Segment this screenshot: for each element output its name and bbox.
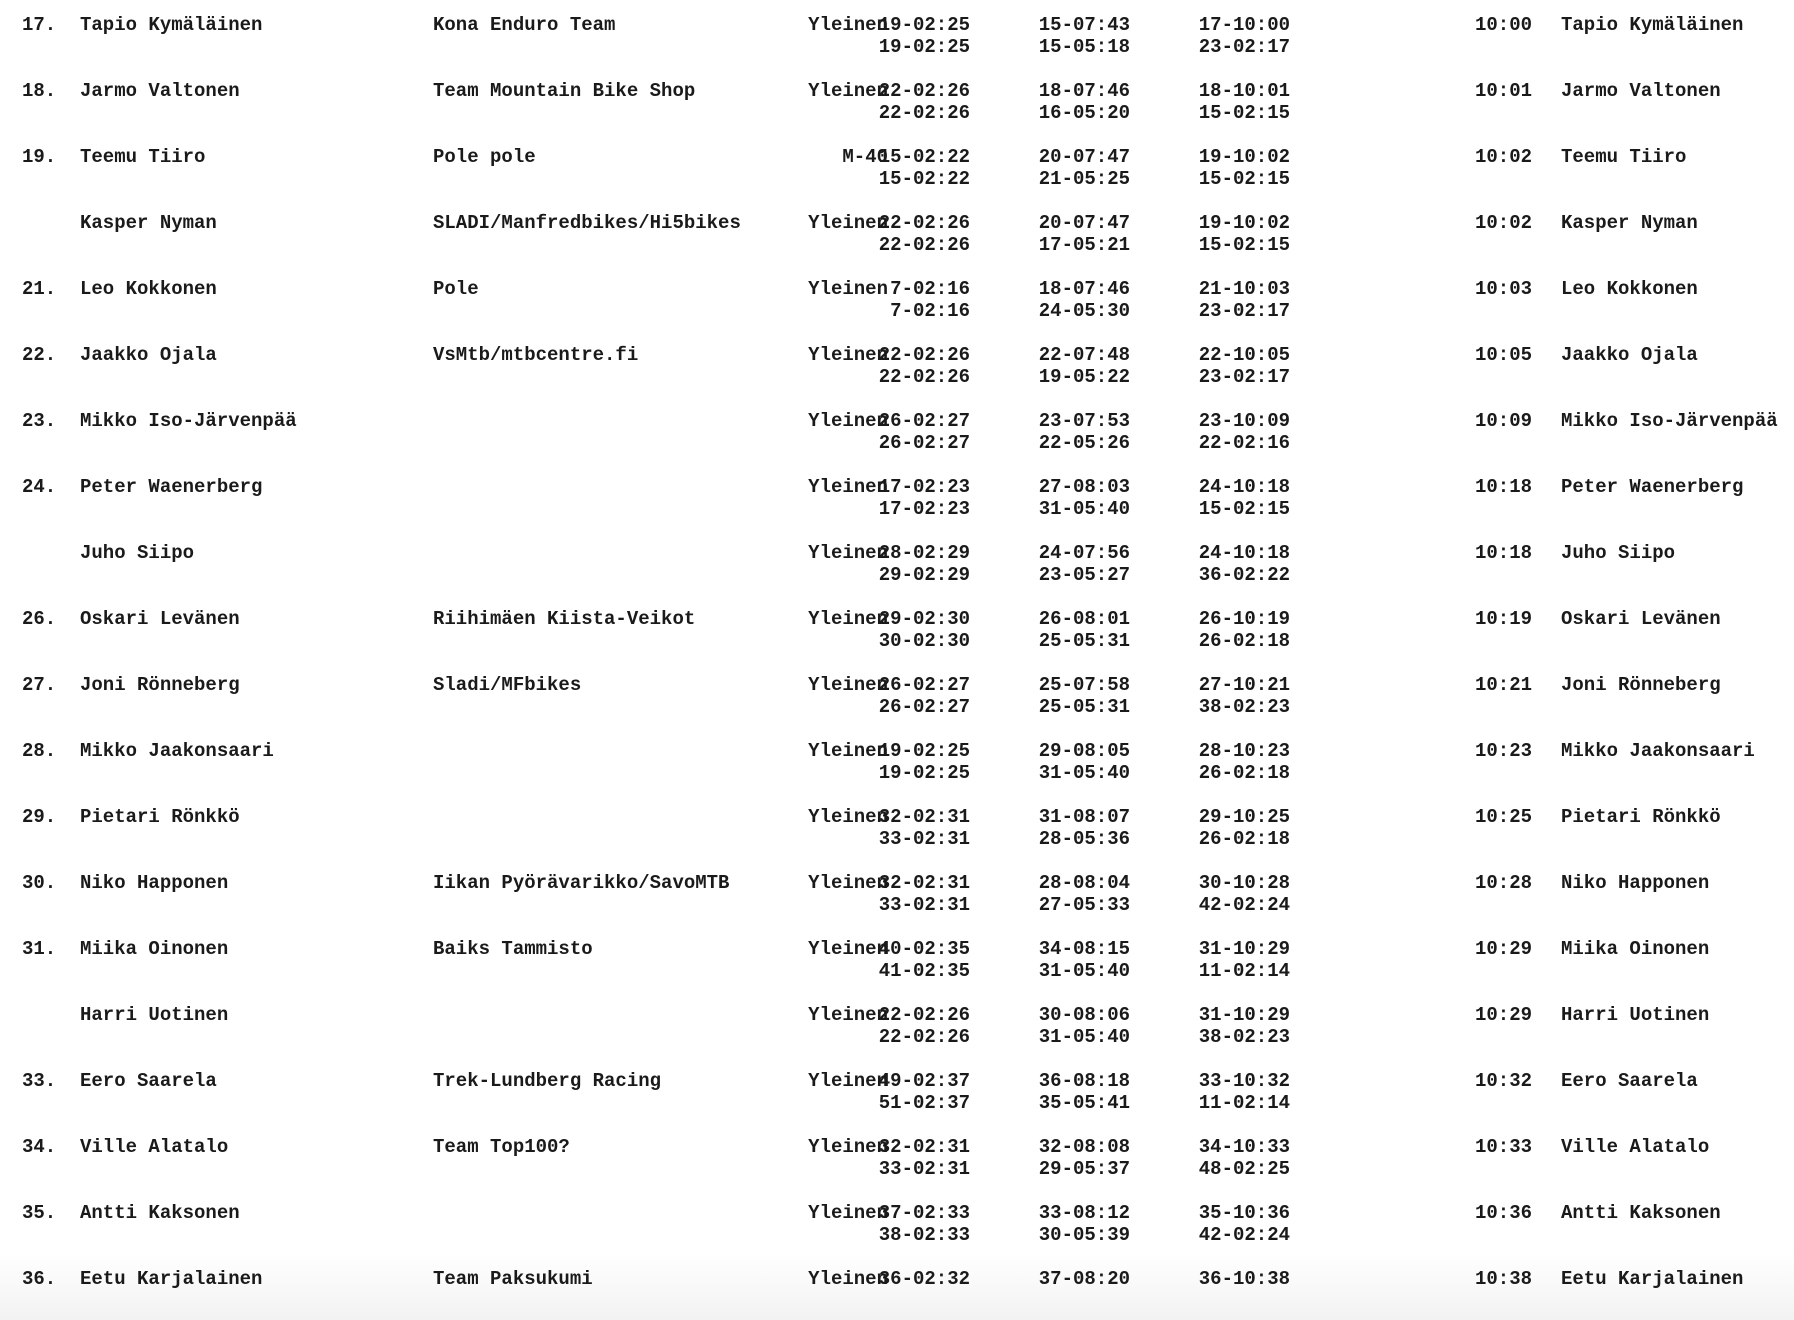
stage1-time-cumulative: 19-02:25: [878, 740, 970, 762]
stage3-time-cumulative: 19-10:02: [1198, 212, 1290, 234]
stage1-time: 17-02:23: [878, 498, 970, 520]
stage1-time-cumulative: 22-02:26: [878, 344, 970, 366]
rider-name: Jarmo Valtonen: [80, 80, 240, 102]
result-row: [0, 198, 1794, 264]
stage3-time: 23-02:17: [1198, 300, 1290, 322]
stage1-time-cumulative: 26-02:27: [878, 674, 970, 696]
position-number: 17.: [22, 14, 57, 36]
position-number: 36.: [22, 1268, 57, 1290]
stage3-time: 11-02:14: [1198, 1092, 1290, 1114]
stage2-time-cumulative: 26-08:01: [1038, 608, 1130, 630]
result-row: [0, 1254, 1794, 1320]
stage2-time: 17-05:21: [1038, 234, 1130, 256]
stage3-time: 15-02:15: [1198, 102, 1290, 124]
team-name: SLADI/Manfredbikes/Hi5bikes: [433, 212, 741, 234]
rider-name: Miika Oinonen: [80, 938, 229, 960]
stage2-time-cumulative: 20-07:47: [1038, 146, 1130, 168]
stage3-time: 42-02:24: [1198, 894, 1290, 916]
rider-name: Eero Saarela: [80, 1070, 217, 1092]
total-time: 10:18: [1474, 476, 1532, 498]
stage3-time-cumulative: 34-10:33: [1198, 1136, 1290, 1158]
rider-name-repeat: Miika Oinonen: [1561, 938, 1710, 960]
position-number: 31.: [22, 938, 57, 960]
stage3-time: 26-02:18: [1198, 828, 1290, 850]
rider-name: Harri Uotinen: [80, 1004, 229, 1026]
stage1-time: 15-02:22: [878, 168, 970, 190]
stage1-time-cumulative: 26-02:27: [878, 410, 970, 432]
stage1-time-cumulative: 37-02:33: [878, 1202, 970, 1224]
stage1-time: 38-02:33: [878, 1224, 970, 1246]
result-row: [0, 858, 1794, 924]
position-number: 34.: [22, 1136, 57, 1158]
class-label: Yleinen: [808, 80, 888, 102]
result-row: [0, 132, 1794, 198]
stage1-time: 33-02:31: [878, 1158, 970, 1180]
stage2-time: 21-05:25: [1038, 168, 1130, 190]
stage2-time: 15-05:18: [1038, 36, 1130, 58]
stage1-time-cumulative: 29-02:30: [878, 608, 970, 630]
stage2-time-cumulative: 18-07:46: [1038, 278, 1130, 300]
total-time: 10:18: [1474, 542, 1532, 564]
stage1-time: 22-02:26: [878, 1026, 970, 1048]
stage2-time: 31-05:40: [1038, 960, 1130, 982]
team-name: VsMtb/mtbcentre.fi: [433, 344, 639, 366]
team-name: Kona Enduro Team: [433, 14, 616, 36]
stage3-time-cumulative: 35-10:36: [1198, 1202, 1290, 1224]
stage1-time-cumulative: 28-02:29: [878, 542, 970, 564]
rider-name-repeat: Jarmo Valtonen: [1561, 80, 1721, 102]
stage1-time-cumulative: 17-02:23: [878, 476, 970, 498]
stage1-time-cumulative: 22-02:26: [878, 212, 970, 234]
stage2-time: 29-05:37: [1038, 1158, 1130, 1180]
stage1-time: 30-02:30: [878, 630, 970, 652]
rider-name-repeat: Juho Siipo: [1561, 542, 1676, 564]
class-label: Yleinen: [808, 1136, 888, 1158]
stage1-time-cumulative: 15-02:22: [878, 146, 970, 168]
stage3-time-cumulative: 33-10:32: [1198, 1070, 1290, 1092]
class-label: Yleinen: [808, 872, 888, 894]
stage1-time: 22-02:26: [878, 234, 970, 256]
stage3-time: 48-02:25: [1198, 1158, 1290, 1180]
stage1-time: 22-02:26: [878, 102, 970, 124]
stage1-time-cumulative: 40-02:35: [878, 938, 970, 960]
stage2-time-cumulative: 20-07:47: [1038, 212, 1130, 234]
stage1-time: 7-02:16: [890, 300, 970, 322]
stage2-time-cumulative: 37-08:20: [1038, 1268, 1130, 1290]
position-number: 29.: [22, 806, 57, 828]
total-time: 10:38: [1474, 1268, 1532, 1290]
position-number: 18.: [22, 80, 57, 102]
stage3-time-cumulative: 23-10:09: [1198, 410, 1290, 432]
position-number: 22.: [22, 344, 57, 366]
total-time: 10:29: [1474, 1004, 1532, 1026]
class-label: Yleinen: [808, 806, 888, 828]
stage1-time: 29-02:29: [878, 564, 970, 586]
total-time: 10:25: [1474, 806, 1532, 828]
class-label: Yleinen: [808, 476, 888, 498]
rider-name-repeat: Pietari Rönkkö: [1561, 806, 1721, 828]
stage3-time: 26-02:18: [1198, 630, 1290, 652]
team-name: Pole: [433, 278, 479, 300]
rider-name: Eetu Karjalainen: [80, 1268, 263, 1290]
stage1-time-cumulative: 7-02:16: [890, 278, 970, 300]
position-number: 26.: [22, 608, 57, 630]
result-row: [0, 924, 1794, 990]
result-row: [0, 66, 1794, 132]
stage3-time: 15-02:15: [1198, 234, 1290, 256]
rider-name-repeat: Harri Uotinen: [1561, 1004, 1710, 1026]
stage3-time: 11-02:14: [1198, 960, 1290, 982]
rider-name-repeat: Leo Kokkonen: [1561, 278, 1698, 300]
stage2-time: 22-05:26: [1038, 432, 1130, 454]
stage2-time-cumulative: 33-08:12: [1038, 1202, 1130, 1224]
stage3-time-cumulative: 26-10:19: [1198, 608, 1290, 630]
stage2-time-cumulative: 28-08:04: [1038, 872, 1130, 894]
stage2-time: 27-05:33: [1038, 894, 1130, 916]
stage3-time-cumulative: 36-10:38: [1198, 1268, 1290, 1290]
result-row: [0, 0, 1794, 66]
total-time: 10:05: [1474, 344, 1532, 366]
stage1-time-cumulative: 49-02:37: [878, 1070, 970, 1092]
total-time: 10:32: [1474, 1070, 1532, 1092]
stage1-time: 22-02:26: [878, 366, 970, 388]
rider-name-repeat: Peter Waenerberg: [1561, 476, 1744, 498]
result-row: [0, 264, 1794, 330]
rider-name-repeat: Teemu Tiiro: [1561, 146, 1687, 168]
stage3-time-cumulative: 24-10:18: [1198, 542, 1290, 564]
rider-name-repeat: Oskari Levänen: [1561, 608, 1721, 630]
stage3-time: 23-02:17: [1198, 366, 1290, 388]
class-label: Yleinen: [808, 1004, 888, 1026]
stage2-time: 25-05:31: [1038, 630, 1130, 652]
stage1-time-cumulative: 36-02:32: [878, 1268, 970, 1290]
stage2-time: 31-05:40: [1038, 1026, 1130, 1048]
stage3-time-cumulative: 27-10:21: [1198, 674, 1290, 696]
total-time: 10:02: [1474, 146, 1532, 168]
total-time: 10:36: [1474, 1202, 1532, 1224]
result-row: [0, 1056, 1794, 1122]
rider-name-repeat: Mikko Jaakonsaari: [1561, 740, 1755, 762]
class-label: Yleinen: [808, 608, 888, 630]
stage1-time: 41-02:35: [878, 960, 970, 982]
stage2-time: 35-05:41: [1038, 1092, 1130, 1114]
stage1-time: 51-02:37: [878, 1092, 970, 1114]
total-time: 10:33: [1474, 1136, 1532, 1158]
team-name: Team Top100?: [433, 1136, 570, 1158]
rider-name: Juho Siipo: [80, 542, 195, 564]
stage1-time: 19-02:25: [878, 762, 970, 784]
position-number: 33.: [22, 1070, 57, 1092]
result-row: [0, 792, 1794, 858]
class-label: Yleinen: [808, 278, 888, 300]
class-label: Yleinen: [808, 674, 888, 696]
rider-name-repeat: Niko Happonen: [1561, 872, 1710, 894]
stage3-time-cumulative: 18-10:01: [1198, 80, 1290, 102]
position-number: 21.: [22, 278, 57, 300]
rider-name-repeat: Kasper Nyman: [1561, 212, 1698, 234]
stage3-time-cumulative: 31-10:29: [1198, 938, 1290, 960]
rider-name: Jaakko Ojala: [80, 344, 217, 366]
rider-name: Tapio Kymäläinen: [80, 14, 263, 36]
team-name: Baiks Tammisto: [433, 938, 593, 960]
rider-name: Mikko Iso-Järvenpää: [80, 410, 297, 432]
stage1-time-cumulative: 19-02:25: [878, 14, 970, 36]
result-row: [0, 726, 1794, 792]
stage2-time-cumulative: 34-08:15: [1038, 938, 1130, 960]
stage2-time: 28-05:36: [1038, 828, 1130, 850]
stage3-time-cumulative: 21-10:03: [1198, 278, 1290, 300]
rider-name-repeat: Antti Kaksonen: [1561, 1202, 1721, 1224]
stage3-time: 15-02:15: [1198, 498, 1290, 520]
stage3-time: 38-02:23: [1198, 696, 1290, 718]
rider-name-repeat: Eero Saarela: [1561, 1070, 1698, 1092]
stage2-time: 16-05:20: [1038, 102, 1130, 124]
team-name: Team Mountain Bike Shop: [433, 80, 696, 102]
stage3-time-cumulative: 17-10:00: [1198, 14, 1290, 36]
team-name: Trek-Lundberg Racing: [433, 1070, 662, 1092]
class-label: Yleinen: [808, 344, 888, 366]
result-row: [0, 1122, 1794, 1188]
rider-name: Leo Kokkonen: [80, 278, 217, 300]
stage3-time: 36-02:22: [1198, 564, 1290, 586]
total-time: 10:00: [1474, 14, 1532, 36]
stage2-time: 24-05:30: [1038, 300, 1130, 322]
total-time: 10:29: [1474, 938, 1532, 960]
stage2-time-cumulative: 31-08:07: [1038, 806, 1130, 828]
position-number: 24.: [22, 476, 57, 498]
stage2-time: 23-05:27: [1038, 564, 1130, 586]
total-time: 10:02: [1474, 212, 1532, 234]
result-row: [0, 330, 1794, 396]
rider-name: Mikko Jaakonsaari: [80, 740, 274, 762]
team-name: Sladi/MFbikes: [433, 674, 582, 696]
total-time: 10:28: [1474, 872, 1532, 894]
rider-name: Niko Happonen: [80, 872, 229, 894]
rider-name: Oskari Levänen: [80, 608, 240, 630]
stage1-time: 33-02:31: [878, 894, 970, 916]
stage2-time-cumulative: 25-07:58: [1038, 674, 1130, 696]
total-time: 10:23: [1474, 740, 1532, 762]
stage2-time-cumulative: 15-07:43: [1038, 14, 1130, 36]
result-row: [0, 990, 1794, 1056]
class-label: Yleinen: [808, 212, 888, 234]
stage3-time-cumulative: 30-10:28: [1198, 872, 1290, 894]
rider-name-repeat: Ville Alatalo: [1561, 1136, 1710, 1158]
stage2-time-cumulative: 23-07:53: [1038, 410, 1130, 432]
class-label: Yleinen: [808, 1268, 888, 1290]
stage1-time: 33-02:31: [878, 828, 970, 850]
team-name: Riihimäen Kiista-Veikot: [433, 608, 696, 630]
team-name: Iikan Pyörävarikko/SavoMTB: [433, 872, 730, 894]
position-number: 23.: [22, 410, 57, 432]
stage1-time: 26-02:27: [878, 696, 970, 718]
stage2-time: 19-05:22: [1038, 366, 1130, 388]
rider-name-repeat: Tapio Kymäläinen: [1561, 14, 1744, 36]
stage2-time-cumulative: 30-08:06: [1038, 1004, 1130, 1026]
team-name: Pole pole: [433, 146, 536, 168]
rider-name: Joni Rönneberg: [80, 674, 240, 696]
total-time: 10:21: [1474, 674, 1532, 696]
rider-name: Antti Kaksonen: [80, 1202, 240, 1224]
stage2-time-cumulative: 18-07:46: [1038, 80, 1130, 102]
position-number: 28.: [22, 740, 57, 762]
position-number: 27.: [22, 674, 57, 696]
stage3-time-cumulative: 22-10:05: [1198, 344, 1290, 366]
stage1-time-cumulative: 32-02:31: [878, 806, 970, 828]
stage3-time: 23-02:17: [1198, 36, 1290, 58]
class-label: M-40: [842, 146, 888, 168]
stage2-time-cumulative: 27-08:03: [1038, 476, 1130, 498]
stage3-time: 22-02:16: [1198, 432, 1290, 454]
stage2-time-cumulative: 24-07:56: [1038, 542, 1130, 564]
stage3-time: 42-02:24: [1198, 1224, 1290, 1246]
rider-name: Teemu Tiiro: [80, 146, 206, 168]
class-label: Yleinen: [808, 14, 888, 36]
stage2-time-cumulative: 32-08:08: [1038, 1136, 1130, 1158]
class-label: Yleinen: [808, 1202, 888, 1224]
stage1-time-cumulative: 22-02:26: [878, 1004, 970, 1026]
stage1-time-cumulative: 32-02:31: [878, 872, 970, 894]
stage3-time: 26-02:18: [1198, 762, 1290, 784]
result-row: [0, 396, 1794, 462]
result-row: [0, 462, 1794, 528]
total-time: 10:01: [1474, 80, 1532, 102]
stage3-time: 15-02:15: [1198, 168, 1290, 190]
total-time: 10:03: [1474, 278, 1532, 300]
stage1-time: 26-02:27: [878, 432, 970, 454]
total-time: 10:09: [1474, 410, 1532, 432]
stage2-time-cumulative: 22-07:48: [1038, 344, 1130, 366]
class-label: Yleinen: [808, 740, 888, 762]
stage2-time: 30-05:39: [1038, 1224, 1130, 1246]
stage2-time-cumulative: 36-08:18: [1038, 1070, 1130, 1092]
stage3-time-cumulative: 31-10:29: [1198, 1004, 1290, 1026]
result-row: [0, 594, 1794, 660]
stage2-time: 31-05:40: [1038, 498, 1130, 520]
stage2-time-cumulative: 29-08:05: [1038, 740, 1130, 762]
stage1-time-cumulative: 22-02:26: [878, 80, 970, 102]
class-label: Yleinen: [808, 1070, 888, 1092]
rider-name-repeat: Jaakko Ojala: [1561, 344, 1698, 366]
stage3-time: 38-02:23: [1198, 1026, 1290, 1048]
position-number: 30.: [22, 872, 57, 894]
stage3-time-cumulative: 19-10:02: [1198, 146, 1290, 168]
rider-name: Kasper Nyman: [80, 212, 217, 234]
result-row: [0, 660, 1794, 726]
stage3-time-cumulative: 28-10:23: [1198, 740, 1290, 762]
class-label: Yleinen: [808, 938, 888, 960]
stage3-time-cumulative: 24-10:18: [1198, 476, 1290, 498]
position-number: 19.: [22, 146, 57, 168]
rider-name-repeat: Eetu Karjalainen: [1561, 1268, 1744, 1290]
rider-name-repeat: Mikko Iso-Järvenpää: [1561, 410, 1778, 432]
stage2-time: 31-05:40: [1038, 762, 1130, 784]
rider-name-repeat: Joni Rönneberg: [1561, 674, 1721, 696]
stage1-time-cumulative: 32-02:31: [878, 1136, 970, 1158]
rider-name: Pietari Rönkkö: [80, 806, 240, 828]
class-label: Yleinen: [808, 410, 888, 432]
team-name: Team Paksukumi: [433, 1268, 593, 1290]
stage3-time-cumulative: 29-10:25: [1198, 806, 1290, 828]
stage1-time: 19-02:25: [878, 36, 970, 58]
total-time: 10:19: [1474, 608, 1532, 630]
rider-name: Ville Alatalo: [80, 1136, 229, 1158]
result-row: [0, 1188, 1794, 1254]
class-label: Yleinen: [808, 542, 888, 564]
rider-name: Peter Waenerberg: [80, 476, 263, 498]
result-row: [0, 528, 1794, 594]
stage2-time: 25-05:31: [1038, 696, 1130, 718]
position-number: 35.: [22, 1202, 57, 1224]
